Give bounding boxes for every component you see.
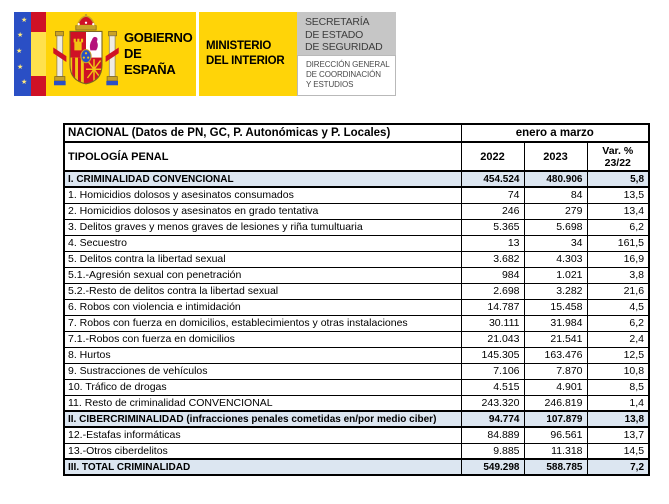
row-value-2023: 163.476 [524,347,587,363]
table-row [64,267,649,283]
table-row [64,171,649,187]
row-value-2022: 14.787 [461,299,524,315]
row-variation: 1,4 [587,395,649,411]
table-row [64,347,649,363]
row-variation: 13,4 [587,203,649,219]
row-value-2022: 84.889 [461,427,524,443]
row-value-2023: 31.984 [524,315,587,331]
table-row [64,219,649,235]
row-value-2023: 21.541 [524,331,587,347]
secretariat-box [297,12,396,55]
row-value-2023: 5.698 [524,219,587,235]
eu-flag-strip [14,12,31,96]
row-label: II. CIBERCRIMINALIDAD (infracciones penales cometidas en/por medio ciber) [64,411,461,427]
table-row [64,251,649,267]
ministry-title [206,39,285,69]
table-body [64,171,649,475]
table-row [64,411,649,427]
row-value-2023: 7.870 [524,363,587,379]
flag-red-band [31,12,46,32]
table-row [64,379,649,395]
row-value-2023: 246.819 [524,395,587,411]
row-variation: 6,2 [587,219,649,235]
table-title: NACIONAL (Datos de PN, GC, P. Autonómicas y P. Locales) [64,124,461,142]
row-label: 13.-Otros ciberdelitos [64,443,461,459]
table-row [64,203,649,219]
secretariat-line3: DE SEGURIDAD [305,41,383,53]
table-row [64,187,649,203]
row-value-2022: 246 [461,203,524,219]
row-value-2022: 30.111 [461,315,524,331]
eu-star-icon: ★ [17,32,24,39]
directorate-line1: DIRECCIÓN GENERAL [306,60,390,69]
row-variation: 4,5 [587,299,649,315]
spain-coat-of-arms-icon [48,14,124,94]
table-row [64,283,649,299]
shield [70,31,102,83]
royal-crown [76,14,96,30]
row-variation: 21,6 [587,283,649,299]
row-variation: 2,4 [587,331,649,347]
table-row [64,299,649,315]
row-value-2023: 588.785 [524,459,587,475]
row-label: 12.-Estafas informáticas [64,427,461,443]
row-variation: 7,2 [587,459,649,475]
table-row [64,331,649,347]
row-value-2022: 74 [461,187,524,203]
table-row [64,443,649,459]
government-title [124,30,192,78]
row-variation: 13,8 [587,411,649,427]
flag-yellow-band [31,32,46,76]
row-value-2022: 94.774 [461,411,524,427]
row-label: 6. Robos con violencia e intimidación [64,299,461,315]
row-value-2023: 34 [524,235,587,251]
row-label: 5. Delitos contra la libertad sexual [64,251,461,267]
row-value-2023: 84 [524,187,587,203]
year-2022-header: 2022 [461,142,524,171]
row-variation: 10,8 [587,363,649,379]
row-value-2023: 1.021 [524,267,587,283]
table-row [64,235,649,251]
period-header: enero a marzo [461,124,649,142]
row-value-2023: 11.318 [524,443,587,459]
row-value-2023: 4.303 [524,251,587,267]
row-value-2022: 984 [461,267,524,283]
row-value-2023: 4.901 [524,379,587,395]
row-label: 9. Sustracciones de vehículos [64,363,461,379]
row-value-2022: 2.698 [461,283,524,299]
row-label: 5.2.-Resto de delitos contra la libertad sexual [64,283,461,299]
table-title-row [64,124,649,142]
row-label: 10. Tráfico de drogas [64,379,461,395]
row-value-2023: 96.561 [524,427,587,443]
row-label: I. CRIMINALIDAD CONVENCIONAL [64,171,461,187]
pillar-left [53,31,66,85]
government-logo [14,12,396,96]
row-variation: 3,8 [587,267,649,283]
crime-statistics-table [63,123,648,476]
row-value-2023: 107.879 [524,411,587,427]
row-value-2022: 7.106 [461,363,524,379]
directorate-box [297,55,396,96]
table-row [64,427,649,443]
row-value-2022: 9.885 [461,443,524,459]
row-label: 7. Robos con fuerza en domicilios, establecimientos y otras instalaciones [64,315,461,331]
row-label: 4. Secuestro [64,235,461,251]
row-value-2023: 480.906 [524,171,587,187]
column-header-row [64,142,649,171]
row-value-2022: 13 [461,235,524,251]
row-value-2023: 279 [524,203,587,219]
department-boxes [297,12,396,96]
eu-star-icon: ★ [17,64,24,71]
logo-yellow-field [46,12,297,96]
row-value-2022: 454.524 [461,171,524,187]
row-label: 7.1.-Robos con fuerza en domicilios [64,331,461,347]
row-value-2022: 549.298 [461,459,524,475]
row-label: 2. Homicidios dolosos y asesinatos en grado tentativa [64,203,461,219]
row-label: 3. Delitos graves y menos graves de lesiones y riña tumultuaria [64,219,461,235]
row-value-2023: 3.282 [524,283,587,299]
table-row [64,459,649,475]
variation-header [587,142,649,171]
row-value-2023: 15.458 [524,299,587,315]
table-row [64,315,649,331]
row-value-2022: 5.365 [461,219,524,235]
row-variation: 12,5 [587,347,649,363]
variation-header-line1: Var. % [602,144,634,157]
spain-flag-strip [31,12,46,96]
directorate-line2: DE COORDINACIÓN [306,70,381,79]
typology-header: TIPOLOGÍA PENAL [64,142,461,171]
row-label: 5.1.-Agresión sexual con penetración [64,267,461,283]
row-value-2022: 243.320 [461,395,524,411]
flag-red-band [31,76,46,96]
year-2023-header: 2023 [524,142,587,171]
eu-star-icon: ★ [16,48,23,55]
row-value-2022: 21.043 [461,331,524,347]
row-value-2022: 4.515 [461,379,524,395]
row-variation: 13,7 [587,427,649,443]
government-line1: GOBIERNO [124,30,193,45]
table-row [64,363,649,379]
row-value-2022: 3.682 [461,251,524,267]
government-line2: DE ESPAÑA [124,46,176,77]
eu-star-icon: ★ [21,79,28,86]
row-variation: 14,5 [587,443,649,459]
row-variation: 5,8 [587,171,649,187]
variation-header-line2: 23/22 [604,156,631,169]
row-variation: 16,9 [587,251,649,267]
row-label: 8. Hurtos [64,347,461,363]
row-variation: 8,5 [587,379,649,395]
row-variation: 6,2 [587,315,649,331]
secretariat-line2: DE ESTADO [305,28,364,41]
row-variation: 13,5 [587,187,649,203]
table-row [64,395,649,411]
ministry-line2: DEL INTERIOR [206,55,285,67]
row-label: 1. Homicidios dolosos y asesinatos consumados [64,187,461,203]
pillar-right [106,31,119,85]
row-value-2022: 145.305 [461,347,524,363]
eu-star-icon: ★ [21,17,28,24]
directorate-line3: Y ESTUDIOS [306,80,354,89]
logo-divider [196,12,199,96]
secretariat-line1: SECRETARÍA [305,16,370,28]
row-label: 11. Resto de criminalidad CONVENCIONAL [64,395,461,411]
ministry-line1: MINISTERIO [206,40,272,52]
row-label: III. TOTAL CRIMINALIDAD [64,459,461,475]
row-variation: 161,5 [587,235,649,251]
